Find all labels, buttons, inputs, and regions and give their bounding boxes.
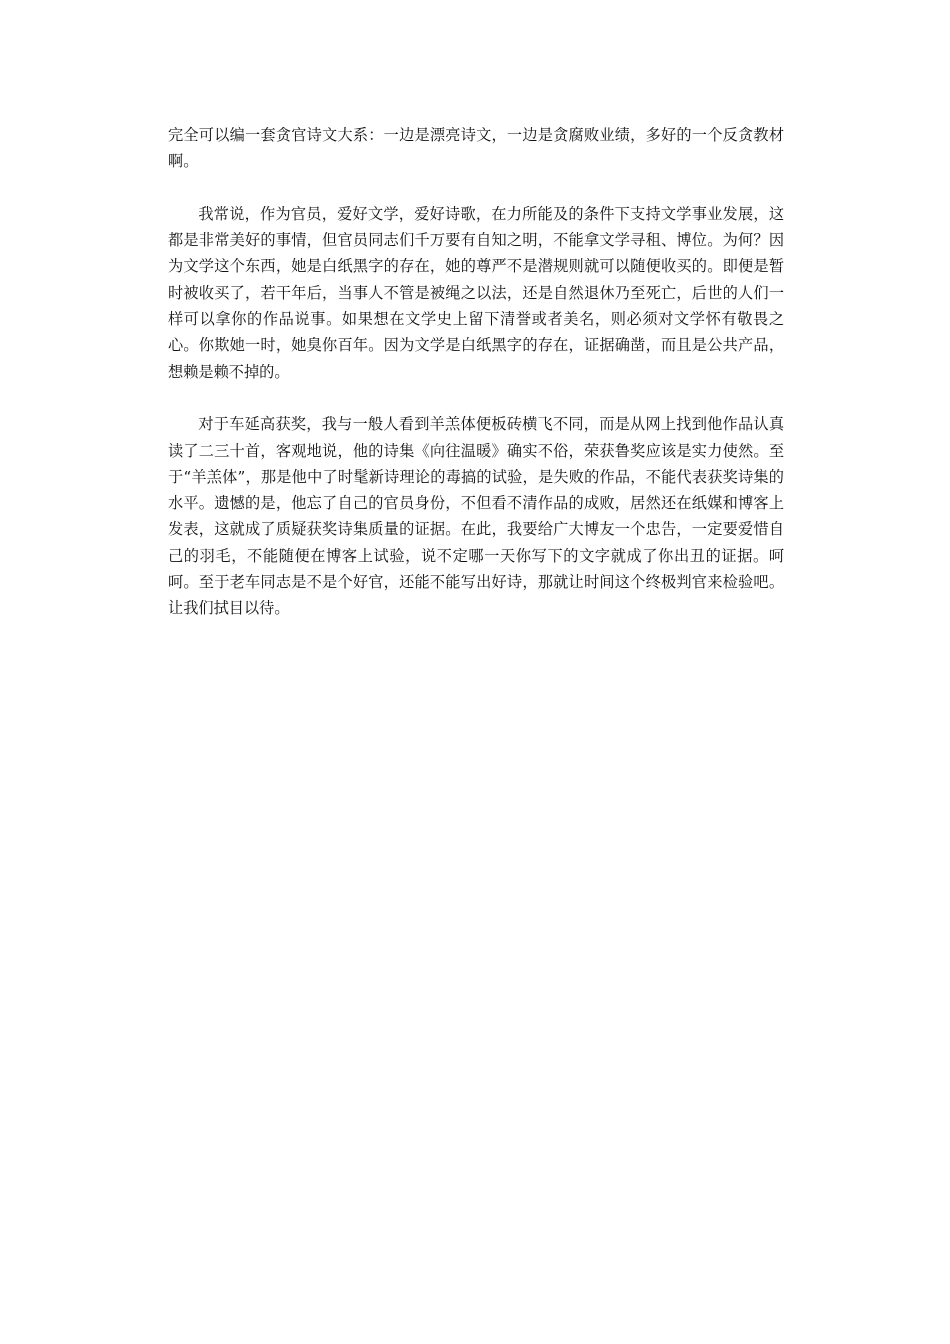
paragraph-1: 完全可以编一套贪官诗文大系：一边是漂亮诗文，一边是贪腐败业绩，多好的一个反贪教材啊。 xyxy=(168,126,784,171)
paragraph-3: 对于车延高获奖，我与一般人看到羊羔体便板砖横飞不同，而是从网上找到他作品认真读了二三十首，客观地说，他的诗集《向往温暖》确实不俗，荣获鲁奖应该是实力使然。至于“羊羔体”，那是他中了时髦新诗理论的毒搞的试验，是失败的作品，不能代表获奖诗集的水平。遗憾的是，他忘了自己的官员身份，不但看不清作品的成败，居然还在纸媒和博客上发表，这就成了质疑获奖诗集质量的证据。在此，我要给广大博友一个忠告，一定要爱惜自己的羽毛，不能随便在博客上试验，说不定哪一天你写下的文字就成了你出丑的证据。呵呵。至于老车同志是不是个好官，还能不能写出好诗，那就让时间这个终极判官来检验吧。让我们拭目以待。 xyxy=(168,415,784,618)
paragraph-2: 我常说，作为官员，爱好文学，爱好诗歌，在力所能及的条件下支持文学事业发展，这都是非常美好的事情，但官员同志们千万要有自知之明，不能拿文学寻租、博位。为何？因为文学这个东西，她是白纸黑字的存在，她的尊严不是潜规则就可以随便收买的。即便是暂时被收买了，若干年后，当事人不管是被绳之以法，还是自然退休乃至死亡，后世的人们一样可以拿你的作品说事。如果想在文学史上留下清誉或者美名，则必须对文学怀有敬畏之心。你欺她一时，她臭你百年。因为文学是白纸黑字的存在，证据确凿，而且是公共产品，想赖是赖不掉的。 xyxy=(168,204,784,381)
document-body xyxy=(168,122,784,648)
